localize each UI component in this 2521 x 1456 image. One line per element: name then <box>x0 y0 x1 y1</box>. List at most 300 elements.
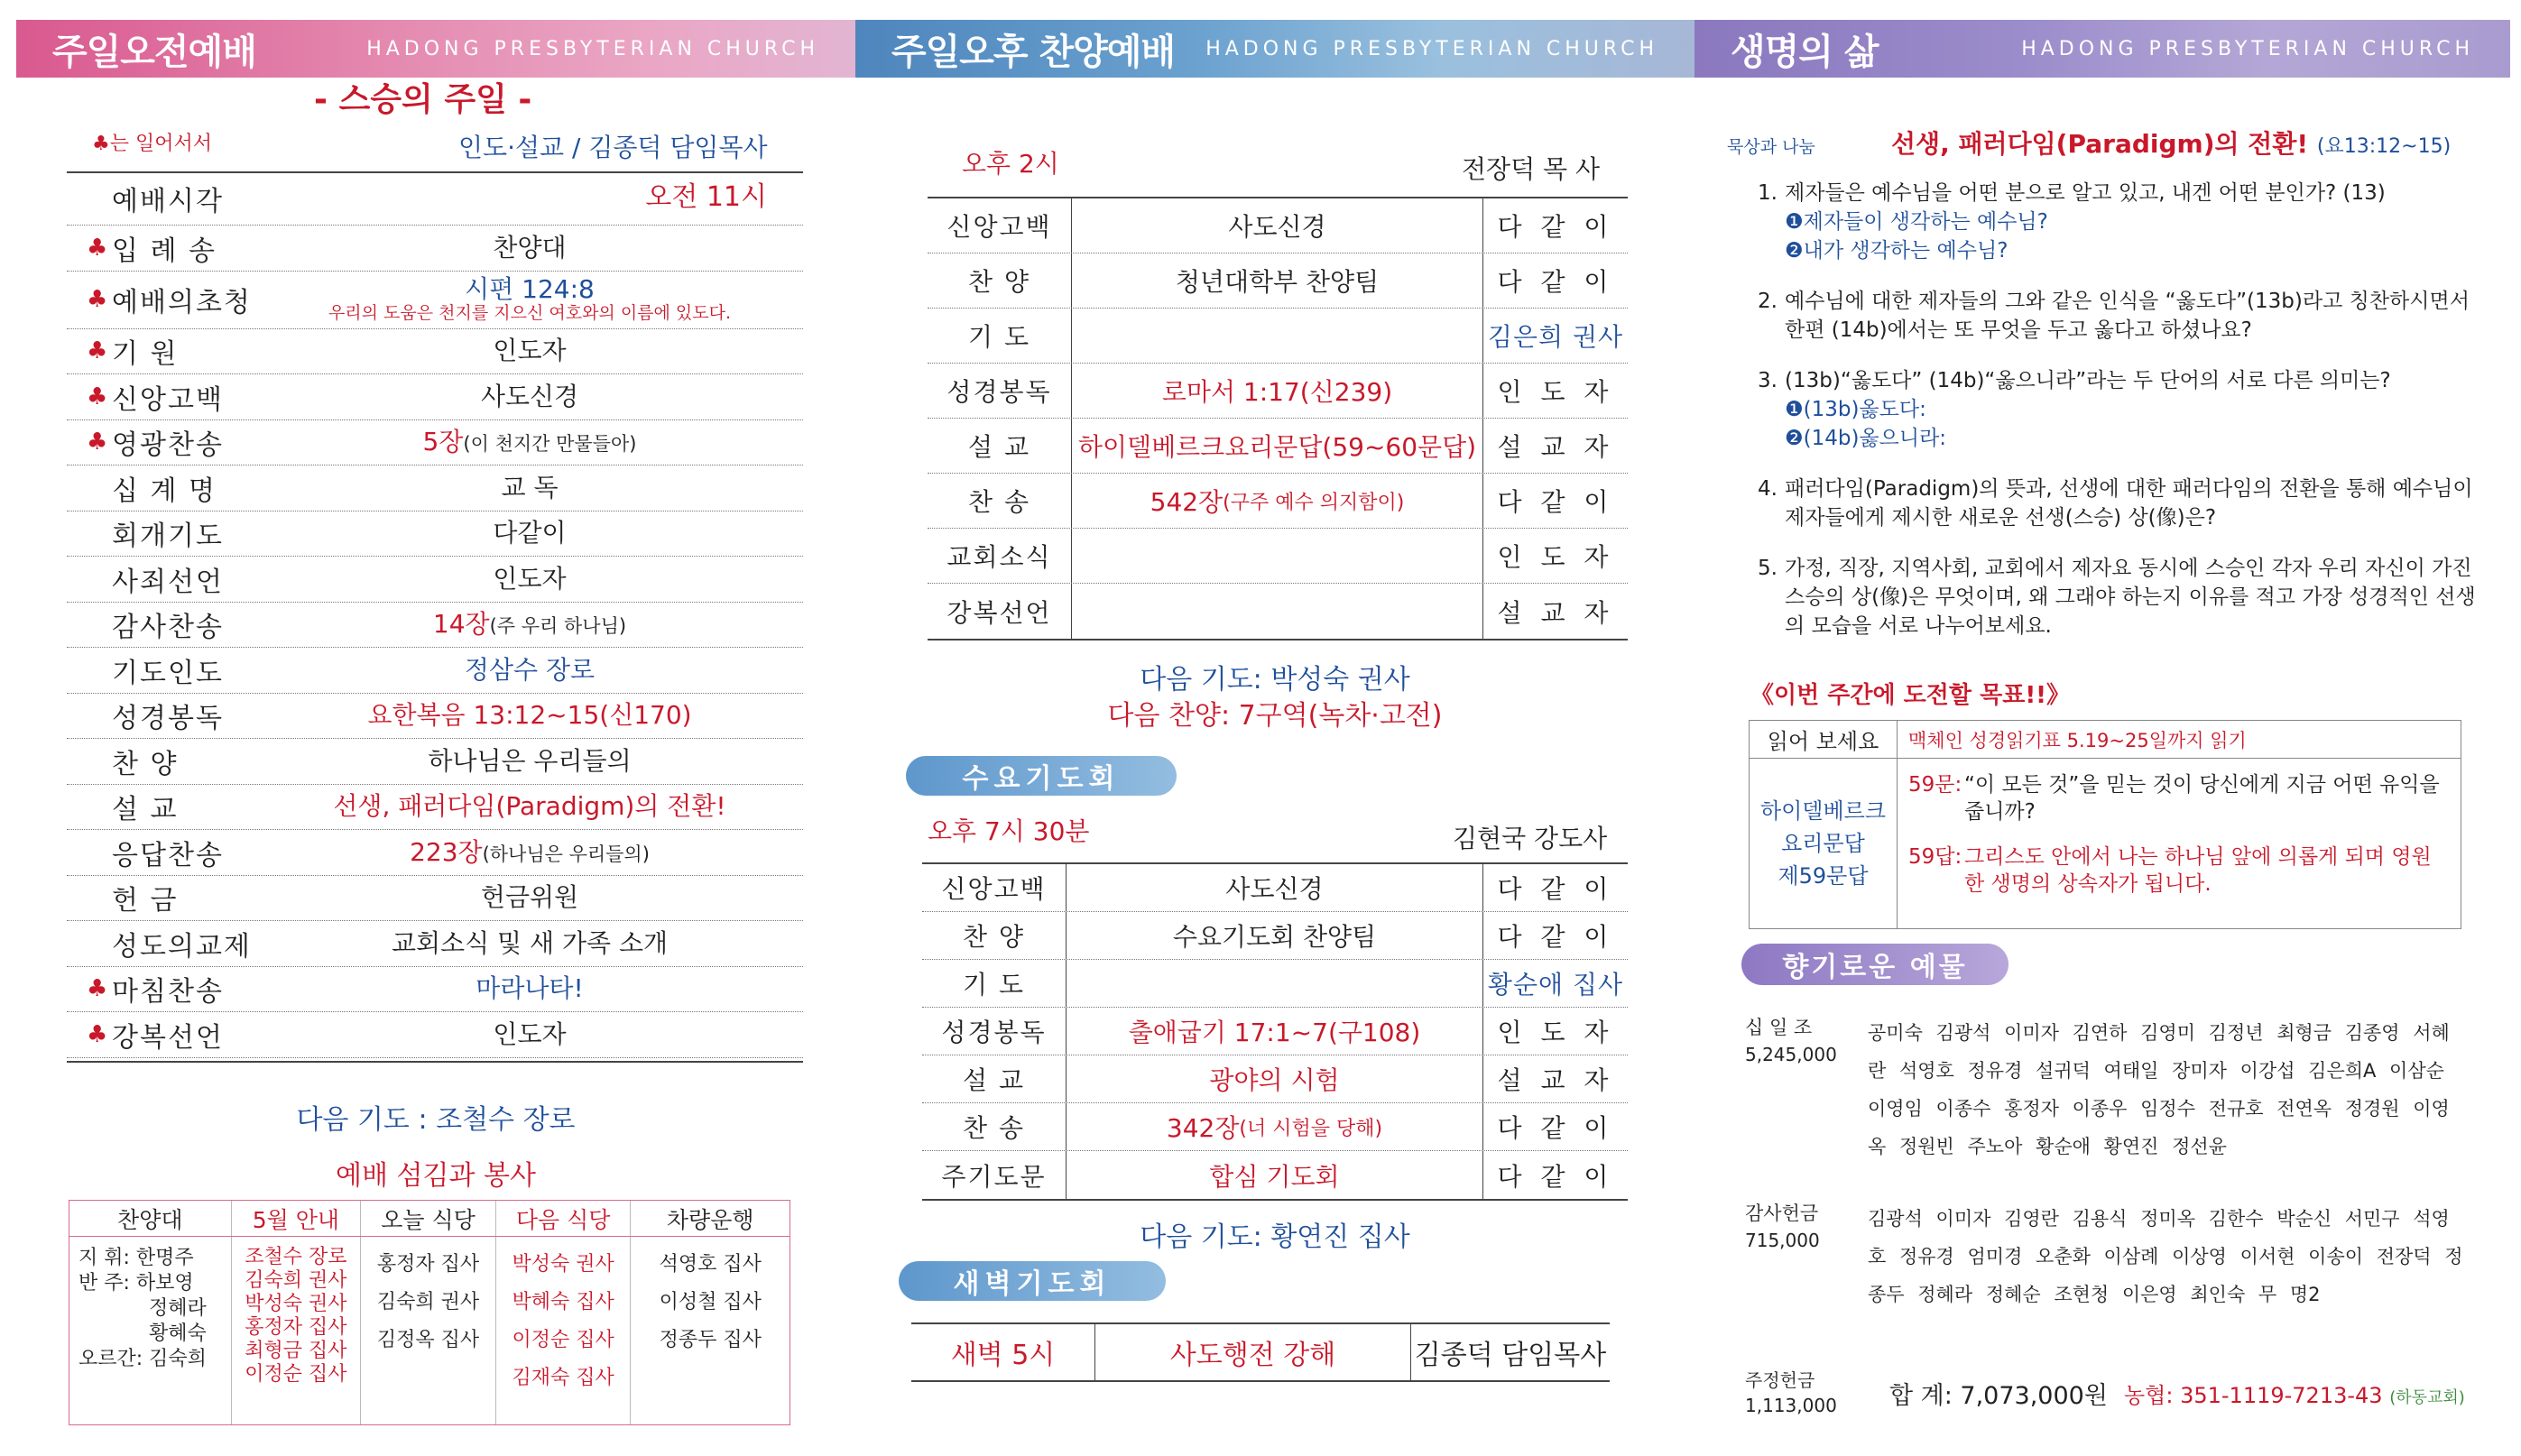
order-value: 마라나타! <box>476 973 584 1004</box>
order-value: 사도신경 <box>480 381 579 411</box>
order-value-cell <box>1067 864 1483 911</box>
order-label: 주기도문 <box>922 1151 1067 1199</box>
order-participant: 인 도 자 <box>1497 542 1614 572</box>
guide-cell <box>232 1237 362 1424</box>
question-subitem: ❶제자들이 생각하는 예수님? <box>1785 210 2048 234</box>
header-guide: 5월 안내 <box>232 1201 362 1236</box>
next-kitchen-cell <box>496 1237 632 1424</box>
order-label: 응답찬송 <box>112 839 224 871</box>
order-value-note: 우리의 도움은 천지를 지으신 여호와의 이름에 있도다. <box>328 303 732 324</box>
order-row <box>67 329 803 375</box>
weekly-amount: 1,113,000 <box>1745 1395 1837 1416</box>
meditation-title <box>1891 124 2451 161</box>
order-participant: 다 같 이 <box>1497 267 1614 297</box>
life-banner <box>1695 20 2510 78</box>
meditation-title-text: 선생, 패러다임(Paradigm)의 전환! <box>1891 129 2309 159</box>
order-label: 예배의초청 <box>112 287 252 318</box>
reading-row <box>1750 721 2461 759</box>
order-label-cell <box>67 969 256 1009</box>
order-value-cell <box>1072 364 1483 418</box>
order-value-cell <box>1067 960 1483 1007</box>
order-row <box>922 1103 1628 1151</box>
order-value-cell <box>256 883 803 912</box>
order-value: 다같이 <box>493 518 567 548</box>
order-label-cell <box>67 422 256 462</box>
order-row <box>67 785 803 831</box>
question-number: 3. <box>1758 369 1778 392</box>
order-value-cell <box>1067 1008 1483 1055</box>
order-row <box>67 511 803 558</box>
order-value-cell <box>1072 253 1483 308</box>
order-row <box>67 967 803 1013</box>
choir-accompanist: 반 주: 하보영 <box>78 1272 194 1295</box>
order-participant: 설 교 자 <box>1497 1065 1614 1095</box>
question-item <box>1758 475 2479 532</box>
order-label: 감사찬송 <box>112 612 224 644</box>
order-label: 찬 양 <box>112 748 179 780</box>
banner-title: 주일오후 찬양예배 <box>891 31 1176 73</box>
order-participant: 다 같 이 <box>1497 1161 1614 1192</box>
order-label-cell <box>67 833 256 872</box>
order-label: 입 례 송 <box>112 235 217 267</box>
question-subitem: ❷(14b)옳으니라: <box>1785 427 1947 450</box>
catechism-line: 제59문답 <box>1778 863 1869 889</box>
order-value: 찬양대 <box>493 232 567 263</box>
question-number: 5. <box>1758 557 1778 580</box>
order-value: 출애굽기 17:1~7(구108) <box>1128 1018 1421 1047</box>
order-row <box>922 1151 1628 1199</box>
vehicle-name: 석영호 집사 <box>659 1253 762 1276</box>
order-value-cell <box>256 428 803 456</box>
question-text: 패러다임(Paradigm)의 뜻과, 선생에 대한 패러다임의 전환을 통해 예수님이 제자들에게 제시한 새로운 선생(스승) 상(像)은? <box>1785 477 2473 530</box>
challenge-title: 《이번 주간에 도전할 목표!!》 <box>1750 682 2071 709</box>
order-label-cell <box>67 228 256 268</box>
order-label-cell <box>67 280 256 319</box>
question-number: 4. <box>1758 477 1778 501</box>
service-duty-header <box>69 1201 790 1237</box>
offering-total: 합 계: 7,073,000원 <box>1889 1381 2108 1410</box>
order-label: 설 교 <box>112 794 179 826</box>
reading-label: 읽어 보세요 <box>1750 721 1898 758</box>
order-participant: 황순애 집사 <box>1487 970 1624 1000</box>
order-value-cell <box>1072 309 1483 363</box>
order-value: 로마서 1:17(신239) <box>1161 377 1393 407</box>
order-label: 강복선언 <box>928 584 1072 639</box>
order-value-note: (하나님은 우리들의) <box>482 843 650 865</box>
order-label-cell <box>67 696 256 735</box>
offering-pill: 향기로운 예물 <box>1741 944 2008 985</box>
order-label-cell <box>67 878 256 917</box>
offering-total-row <box>1745 1368 2485 1418</box>
order-value: 헌금위원 <box>480 882 579 913</box>
order-value-cell <box>1067 1151 1483 1199</box>
order-value: 342장 <box>1166 1113 1240 1143</box>
order-row <box>928 198 1628 253</box>
order-value-cell <box>256 792 803 821</box>
header-next-kitchen: 다음 식당 <box>496 1201 632 1236</box>
afternoon-next-prayer: 다음 기도: 박성숙 권사 <box>1140 664 1410 696</box>
order-value-cell <box>256 656 803 685</box>
order-label: 신앙고백 <box>928 198 1072 253</box>
thanks-offering <box>1745 1200 2467 1313</box>
banner-title: 생명의 삶 <box>1731 31 1879 73</box>
order-row <box>67 921 803 967</box>
order-label: 찬 양 <box>922 912 1067 959</box>
tithe-label: 십 일 조 <box>1745 1017 1813 1038</box>
order-label-cell <box>67 604 256 644</box>
order-value-cell <box>256 610 803 639</box>
question-text: 예수님에 대한 제자들의 그와 같은 인식을 “옳도다”(13b)라고 칭찬하시면서 한편 (14b)에서는 또 무엇을 두고 옳다고 하셨나요? <box>1785 290 2470 342</box>
order-label-cell <box>67 1015 256 1055</box>
guide-name: 이정순 집사 <box>245 1363 347 1386</box>
stand-mark: ♣ <box>87 975 108 1003</box>
thanks-info <box>1745 1200 1868 1313</box>
dawn-time: 새벽 5시 <box>911 1324 1095 1380</box>
stand-mark: ♣ <box>87 234 108 262</box>
order-label: 성경봉독 <box>928 364 1072 418</box>
weekly-reading-box <box>1749 720 2461 929</box>
bank-account-owner: (하동교회) <box>2389 1387 2465 1407</box>
order-value: 교회소식 및 새 가족 소개 <box>391 927 669 958</box>
time-label: 예배시각 <box>112 185 224 217</box>
order-value: 정삼수 장로 <box>464 654 596 685</box>
dawn-sermon: 사도행전 강해 <box>1095 1324 1411 1380</box>
header-vehicle: 차량운행 <box>666 1206 754 1233</box>
order-label-cell <box>67 787 256 826</box>
order-label: 사죄선언 <box>112 566 224 598</box>
order-label: 설 교 <box>922 1055 1067 1102</box>
order-label: 기도인도 <box>112 657 224 689</box>
order-label: 기 도 <box>928 309 1072 363</box>
order-value: 광야의 시험 <box>1209 1065 1340 1095</box>
order-label: 성경봉독 <box>922 1008 1067 1055</box>
order-value: 하이델베르크요리문답(59~60문답) <box>1077 432 1477 462</box>
today-kitchen-name: 김숙희 권사 <box>376 1291 480 1313</box>
order-value: 542장 <box>1150 487 1224 517</box>
order-value-cell <box>1072 529 1483 583</box>
order-value: 223장 <box>410 836 483 867</box>
order-value: 14장 <box>432 609 490 640</box>
banner-title: 주일오전예배 <box>52 31 256 73</box>
order-row <box>67 648 803 694</box>
order-value-cell <box>1072 198 1483 253</box>
catechism-answer <box>1908 843 2450 898</box>
order-label: 헌 금 <box>112 885 179 917</box>
choir-accompanist-3: 황혜숙 <box>149 1322 207 1345</box>
order-value: 교 독 <box>501 472 559 502</box>
afternoon-time: 오후 2시 <box>962 149 1059 179</box>
order-participant: 다 같 이 <box>1497 874 1614 904</box>
banner-subtitle: HADONG PRESBYTERIAN CHURCH <box>1205 37 1658 60</box>
next-kitchen-name: 이정순 집사 <box>512 1329 614 1351</box>
order-row <box>67 603 803 649</box>
order-row <box>928 253 1628 309</box>
order-label: 회개기도 <box>112 521 224 553</box>
question-number: 1. <box>1758 181 1778 205</box>
order-label: 강복선언 <box>112 1021 224 1054</box>
choir-accompanist-2: 정혜라 <box>149 1297 207 1320</box>
choir-cell <box>69 1237 232 1424</box>
order-label: 교회소식 <box>928 529 1072 583</box>
order-row <box>928 474 1628 529</box>
reading-value: 맥체인 성경읽기표 5.19~25일까지 읽기 <box>1908 729 2247 751</box>
order-participant: 인 도 자 <box>1497 377 1614 407</box>
banner-subtitle: HADONG PRESBYTERIAN CHURCH <box>2021 37 2474 60</box>
order-value: 인도자 <box>493 1018 567 1049</box>
order-value-note: (이 천지간 만물들아) <box>463 433 637 456</box>
order-value-cell <box>256 336 803 365</box>
order-value-cell <box>256 382 803 411</box>
order-row <box>67 272 803 329</box>
tithe-names: 공미숙 김광석 이미자 김연하 김영미 김정년 최형금 김종영 서혜란 석영호 정유경 설귀덕 여태일 장미자 이강섭 김은희A 이삼순 이영임 이종수 홍정자 이종우 임정수 전규호 전연옥 정경원 이영옥 정원빈 주노아 황순애 황연진 정선윤 <box>1868 1022 2450 1157</box>
order-value: 인도자 <box>493 336 567 366</box>
question-item <box>1758 287 2479 345</box>
afternoon-next-praise: 다음 찬양: 7구역(녹차·고전) <box>1107 700 1443 732</box>
order-label: 찬 송 <box>922 1103 1067 1150</box>
meditation-label: 묵상과 나눔 <box>1727 137 1815 157</box>
order-row <box>67 1012 803 1058</box>
banner-subtitle: HADONG PRESBYTERIAN CHURCH <box>366 37 819 60</box>
order-value-cell <box>256 234 803 263</box>
order-row <box>67 226 803 272</box>
order-value-cell <box>256 474 803 502</box>
weekly-info <box>1745 1368 1889 1418</box>
thanks-names: 김광석 이미자 김영란 김용식 정미옥 김한수 박순신 서민구 석영호 정유경 엄미경 오춘화 이삼례 이상영 이서현 이송이 전장덕 정종두 정혜라 정혜순 조현청 이은영 최인숙 무 명2 <box>1868 1208 2463 1305</box>
stand-mark: ♣ <box>87 429 108 456</box>
stand-mark: ♣ <box>87 382 108 410</box>
order-row <box>67 420 803 466</box>
order-label: 신앙고백 <box>922 864 1067 911</box>
afternoon-service-column <box>855 0 1695 1456</box>
afternoon-order-table <box>928 197 1628 640</box>
order-value: 하나님은 우리들의 <box>428 745 632 776</box>
order-value-cell <box>1072 474 1483 528</box>
order-participant: 다 같 이 <box>1497 212 1614 242</box>
next-kitchen-name: 김재숙 집사 <box>512 1367 614 1389</box>
thanks-label: 감사헌금 <box>1745 1203 1819 1224</box>
thanks-amount: 715,000 <box>1745 1230 1820 1251</box>
order-participant: 다 같 이 <box>1497 922 1614 952</box>
header-today-kitchen: 오늘 식당 <box>361 1201 496 1236</box>
order-label-cell <box>67 468 256 508</box>
order-value-cell <box>256 519 803 548</box>
order-value-cell <box>256 838 803 867</box>
wednesday-order-table <box>922 862 1628 1201</box>
question-text: 제자들은 예수님을 어떤 분으로 알고 있고, 내겐 어떤 분인가? (13) <box>1785 181 2386 205</box>
stand-mark: ♣ <box>87 337 108 365</box>
order-participant: 인 도 자 <box>1497 1018 1614 1047</box>
order-label: 기 도 <box>922 960 1067 1007</box>
order-value: 합심 기도회 <box>1209 1161 1340 1192</box>
service-duty-title: 예배 섬김과 봉사 <box>336 1160 536 1192</box>
tithe-info <box>1745 1014 1868 1166</box>
order-row <box>922 912 1628 960</box>
vehicle-name: 이성철 집사 <box>659 1291 762 1313</box>
order-value-cell <box>256 929 803 958</box>
order-label: 찬 송 <box>928 474 1072 528</box>
order-row <box>67 465 803 511</box>
stand-mark: ♣ <box>87 1020 108 1048</box>
order-value-note: (너 시험을 당해) <box>1239 1117 1383 1140</box>
guide-name: 김숙희 권사 <box>245 1269 347 1292</box>
order-participant: 다 같 이 <box>1497 487 1614 517</box>
afternoon-service-banner <box>855 20 1695 78</box>
order-value: 인도자 <box>493 563 567 594</box>
question-subitem: ❷내가 생각하는 예수님? <box>1785 239 2008 263</box>
question-subitem: ❶(13b)옳도다: <box>1785 398 1926 421</box>
order-value: 5장 <box>422 427 464 457</box>
today-kitchen-name: 김정옥 집사 <box>376 1329 480 1351</box>
question-text: “이 모든 것”을 믿는 것이 당신에게 지금 어떤 유익을 줍니까? <box>1964 773 2440 824</box>
choir-organist: 오르간: 김숙희 <box>78 1348 207 1370</box>
order-label-cell <box>67 559 256 599</box>
order-label-cell <box>67 331 256 371</box>
order-label-cell <box>67 513 256 553</box>
question-label: 59문: <box>1908 773 1962 797</box>
answer-label: 59답: <box>1908 845 1962 869</box>
service-leader: 인도·설교 / 김종덕 담임목사 <box>458 133 768 162</box>
order-label: 십 계 명 <box>112 475 217 507</box>
order-label: 설 교 <box>928 419 1072 473</box>
order-row <box>922 960 1628 1008</box>
order-value: 사도신경 <box>1228 212 1326 242</box>
order-label: 성도의교제 <box>112 930 252 963</box>
order-participant: 설 교 자 <box>1497 432 1614 462</box>
guide-name: 조철수 장로 <box>245 1246 347 1268</box>
order-value-cell <box>256 565 803 594</box>
catechism-line: 요리문답 <box>1781 831 1865 856</box>
standing-note: ♣는 일어서서 <box>92 133 212 155</box>
order-value: 수요기도회 찬양팀 <box>1172 922 1377 952</box>
dawn-leader: 김종덕 담임목사 <box>1414 1340 1607 1371</box>
question-item <box>1758 366 2479 453</box>
next-kitchen-name: 박성숙 권사 <box>512 1253 614 1276</box>
tithe-offering <box>1745 1014 2467 1166</box>
meditation-questions <box>1758 179 2479 662</box>
meditation-reference: (요13:12~15) <box>2316 135 2452 158</box>
order-row <box>928 419 1628 474</box>
service-duty-body <box>69 1237 790 1424</box>
order-row <box>67 694 803 740</box>
question-item <box>1758 179 2479 265</box>
order-label-cell <box>67 924 256 963</box>
question-text: 가정, 직장, 지역사회, 교회에서 제자요 동시에 스승인 각자 우리 자신이 가진 스승의 상(像)은 무엇이며, 왜 그래야 하는지 이유를 적고 가장 성경적인 선생의 모습을 서로 나누어보세요. <box>1785 557 2476 638</box>
order-value: 선생, 패러다임(Paradigm)의 전환! <box>333 791 726 822</box>
order-participant: 다 같 이 <box>1497 1113 1614 1143</box>
weekly-label: 주정헌금 <box>1745 1369 1815 1391</box>
order-value: 사도신경 <box>1225 874 1324 904</box>
order-row <box>67 830 803 876</box>
wednesday-time: 오후 7시 30분 <box>928 816 1090 846</box>
wednesday-pill: 수요기도회 <box>906 756 1177 796</box>
order-label-cell <box>67 377 256 417</box>
choir-conductor: 지 휘: 한명주 <box>78 1247 194 1269</box>
order-value: 시편 124:8 <box>465 273 595 304</box>
guide-name: 박성숙 권사 <box>245 1293 347 1315</box>
order-label: 기 원 <box>112 338 179 371</box>
next-prayer: 다음 기도 : 조철수 장로 <box>296 1104 576 1136</box>
guide-name: 최형금 집사 <box>245 1340 347 1362</box>
wednesday-leader: 김현국 강도사 <box>1453 824 1608 853</box>
order-value-cell <box>256 275 803 324</box>
order-value-cell <box>256 974 803 1003</box>
vehicle-name: 정종두 집사 <box>659 1329 762 1351</box>
order-row <box>922 864 1628 912</box>
order-row <box>928 364 1628 419</box>
catechism-row <box>1750 759 2461 928</box>
order-of-service <box>67 171 803 1058</box>
tithe-amount: 5,245,000 <box>1745 1044 1837 1065</box>
question-item <box>1758 554 2479 640</box>
order-row <box>928 529 1628 584</box>
order-label-cell <box>67 650 256 690</box>
header-choir: 찬양대 <box>69 1201 232 1236</box>
order-value-note: (구주 예수 의지함이) <box>1223 491 1405 514</box>
catechism-question <box>1908 771 2450 825</box>
catechism-line: 하이델베르크 <box>1759 798 1887 824</box>
service-time-row <box>67 171 803 226</box>
order-value-cell <box>1067 1103 1483 1150</box>
catechism-content <box>1898 759 2461 928</box>
order-row <box>928 584 1628 639</box>
question-number: 2. <box>1758 290 1778 313</box>
order-value-cell <box>1067 912 1483 959</box>
order-value-cell <box>1072 419 1483 473</box>
morning-service-column <box>16 0 855 1456</box>
order-value-note: (주 우리 하나님) <box>489 615 627 638</box>
order-row <box>928 309 1628 364</box>
bank-account-number: 농협: 351-1119-7213-43 <box>2124 1382 2383 1408</box>
order-row <box>67 876 803 922</box>
order-value-cell <box>1067 1055 1483 1102</box>
stand-mark: ♣ <box>87 286 108 313</box>
order-value-cell <box>256 1020 803 1049</box>
order-label: 영광찬송 <box>112 429 224 462</box>
order-row <box>67 557 803 603</box>
dawn-service-row <box>911 1322 1610 1382</box>
order-value-cell <box>256 747 803 776</box>
order-label-cell <box>67 742 256 781</box>
afternoon-leader: 전장덕 목 사 <box>1462 154 1601 184</box>
order-value: 요한복음 13:12~15(신170) <box>367 700 692 731</box>
life-column <box>1695 0 2507 1456</box>
guide-name: 홍정자 집사 <box>245 1316 347 1339</box>
order-label: 성경봉독 <box>112 703 224 735</box>
table-bottom-rule <box>67 1061 803 1063</box>
vehicle-cell <box>631 1237 790 1424</box>
answer-text: 그리스도 안에서 나는 하나님 앞에 의롭게 되며 영원한 생명의 상속자가 됩니다. <box>1964 845 2432 896</box>
question-text: (13b)“옳도다” (14b)“옳으니라”라는 두 단어의 서로 다른 의미는? <box>1785 369 2391 392</box>
sunday-theme: - 스승의 주일 - <box>314 81 532 118</box>
order-row <box>922 1008 1628 1055</box>
morning-service-banner <box>16 20 855 78</box>
order-row <box>922 1055 1628 1103</box>
order-label: 찬 양 <box>928 253 1072 308</box>
service-duty-table <box>69 1200 790 1425</box>
order-participant: 설 교 자 <box>1497 597 1614 628</box>
order-value-cell <box>1072 584 1483 639</box>
time-value: 오전 11시 <box>645 181 767 214</box>
today-kitchen-cell <box>361 1237 496 1424</box>
order-value-cell <box>256 701 803 730</box>
order-value: 청년대학부 찬양팀 <box>1175 267 1380 297</box>
order-row <box>67 374 803 420</box>
today-kitchen-name: 홍정자 집사 <box>376 1253 480 1276</box>
wednesday-next-prayer: 다음 기도: 황연진 집사 <box>1140 1221 1410 1253</box>
order-participant: 김은희 권사 <box>1487 322 1624 352</box>
catechism-label <box>1750 759 1898 928</box>
order-label: 신앙고백 <box>112 383 224 416</box>
